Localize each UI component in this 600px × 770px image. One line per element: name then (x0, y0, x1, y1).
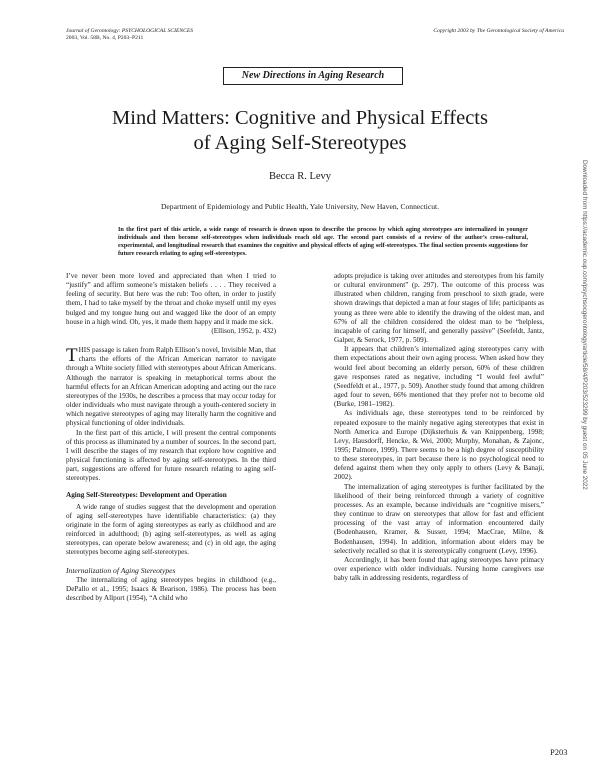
drop-cap: T (66, 345, 78, 367)
author-affiliation: Department of Epidemiology and Public Health, Yale University, New Haven, Connecticut. (160, 202, 440, 211)
intro-paragraph-text: HIS passage is taken from Ralph Ellison’s novel, Invisible Man, that charts the efforts of the African American narrator to navigate through a White society filled with stereotypes about African Americans. Although the narrator is speaking in metaphorical terms about the harmful effects for an African American adopting and acting out the race stereotypes of the 1930s, he describes a process that may occur today for older individuals who must navigate through a youth-centered society in which negative stereotypes of aging may literally harm the cognitive and physical functioning of older individuals. (66, 346, 276, 428)
title-line-2: of Aging Self-Stereotypes (193, 132, 407, 154)
page-number: P203 (550, 747, 568, 757)
body-paragraph: In the first part of this article, I will present the central components of this process as illuminated by a number of sources. In the second part, I will describe the stages of my research that explore how cognitive and physical functioning is affected by aging self-stereotypes. In the third part, suggestions are offered for future research relating to aging self-stereotypes. (66, 428, 276, 483)
article-title (60, 106, 540, 156)
body-paragraph: As individuals age, these stereotypes tend to be reinforced by repeated exposure to the mainly negative aging stereotypes that exist in North America and Europe (Dijksterhuis & van Knippenberg, 1998; Levy, Hausdorff, Hencke, & Wei, 2000; Murphy, Monahan, & Zajonc, 1995; Palmore, 1999). There seems to be a high degree of susceptibility to these stereotypes, in part because there is no psychological need to defend against them when they only apply to others (Levy & Banaji, 2002). (334, 409, 544, 482)
body-paragraph: It appears that children’s internalized aging stereotypes carry with them expectations about their own aging process. When asked how they would feel about becoming an elderly person, 60% of these children gave responses rated as negative, including “I would feel awful” (Seedfeldt et al., 1977, p. 509). Another study found that among children aged four to seven, 66% mentioned that they prefer not to become old (Burke, 1981–1982). (334, 345, 544, 409)
epigraph-citation: (Ellison, 1952, p. 432) (211, 326, 276, 335)
journal-header (66, 28, 193, 42)
left-column (66, 272, 276, 603)
section-heading: Aging Self-Stereotypes: Development and Operation (66, 491, 227, 500)
copyright-notice: Copyright 2003 by The Gerontological Society of America (433, 28, 564, 34)
subsection-heading: Internalization of Aging Stereotypes (66, 565, 176, 575)
download-watermark-link[interactable]: Downloaded from https://academic.oup.com/psychsocgerontology/article/58/4/P203/523299 by guest on 05 June 2022 (581, 160, 588, 490)
body-paragraph: Accordingly, it has been found that aging stereotypes have primacy over experience with older individuals. Nursing home caregivers use baby talk in addressing residents, regardless of (334, 555, 544, 583)
body-paragraph: The internalization of aging stereotypes is further facilitated by the likelihood of their being reinforced through a variety of cognitive processes. As an example, because individuals are “cognitive misers,” they continue to draw on stereotypes that allow for fast and efficient processing of the vast array of information encountered daily (Bodenhausen, Kramer, & Susser, 1994; MacCrae, Milne, & Bodenhausen, 1994). In addition, information about elders may be selectively recalled so that it is stereotypically congruent (Levy, 1996). (334, 482, 544, 555)
intro-paragraph (66, 346, 276, 428)
right-column (334, 272, 544, 583)
body-paragraph: adopts prejudice is taking over attitudes and stereotypes from his family or cultural environment” (p. 297). The outcome of this process was illustrated when children, ranging from preschool to sixth grade, were shown drawings that depicted a man at four stages of life; participants as young as three were able to identify the drawing of the oldest man, and 67% of all the children considered the oldest man to be “helpless, incapable of caring for himself, and generally passive” (Seefeldt, Jantz, Galper, & Serock, 1977, p. 509). (334, 272, 544, 345)
body-paragraph: The internalizing of aging stereotypes begins in childhood (e.g., DePallo et al., 1995; Isaacs & Bearison, 1986). The process has been described by Allport (1954), “A child who (66, 575, 276, 602)
title-line-1: Mind Matters: Cognitive and Physical Effects (112, 107, 488, 129)
journal-volume: 2003, Vol. 58B, No. 4, P203–P211 (66, 35, 144, 41)
author-name: Becca R. Levy (268, 171, 332, 182)
journal-name: Journal of Gerontology: PSYCHOLOGICAL SCIENCES (66, 28, 194, 34)
abstract: In the first part of this article, a wide range of research is drawn upon to describe the process by which aging stereotypes are internalized in younger individuals and then become self-stereotypes when individuals reach old age. The second part consists of a review of the author’s cross-cultural, experimental, and longitudinal research that examines the cognitive and physical effects of aging self-stereotypes. The final section presents suggestions for future research relating to aging self-stereotypes. (118, 226, 528, 258)
section-label: New Directions in Aging Research (223, 67, 403, 85)
body-paragraph: A wide range of studies suggest that the development and operation of aging self-stereotypes have identifiable characteristics: (a) they originate in the form of aging stereotypes as early as childhood and are reinforced in adulthood; (b) aging self-stereotypes, as well as aging stereotypes, can operate below awareness; and (c) in old age, the aging stereotypes become aging self-stereotypes. (66, 502, 276, 557)
epigraph: I’ve never been more loved and appreciated than when I tried to “justify” and affirm someone’s mistaken beliefs . . . . They received a feeling of security. But here was the rub: Too often, in order to justify them, I had to take myself by the throat and choke myself until my eyes bulged and my tongue hung out and wagged like the door of an empty house in a high wind. Oh, yes, it made them happy and it made me sick. (66, 272, 276, 326)
